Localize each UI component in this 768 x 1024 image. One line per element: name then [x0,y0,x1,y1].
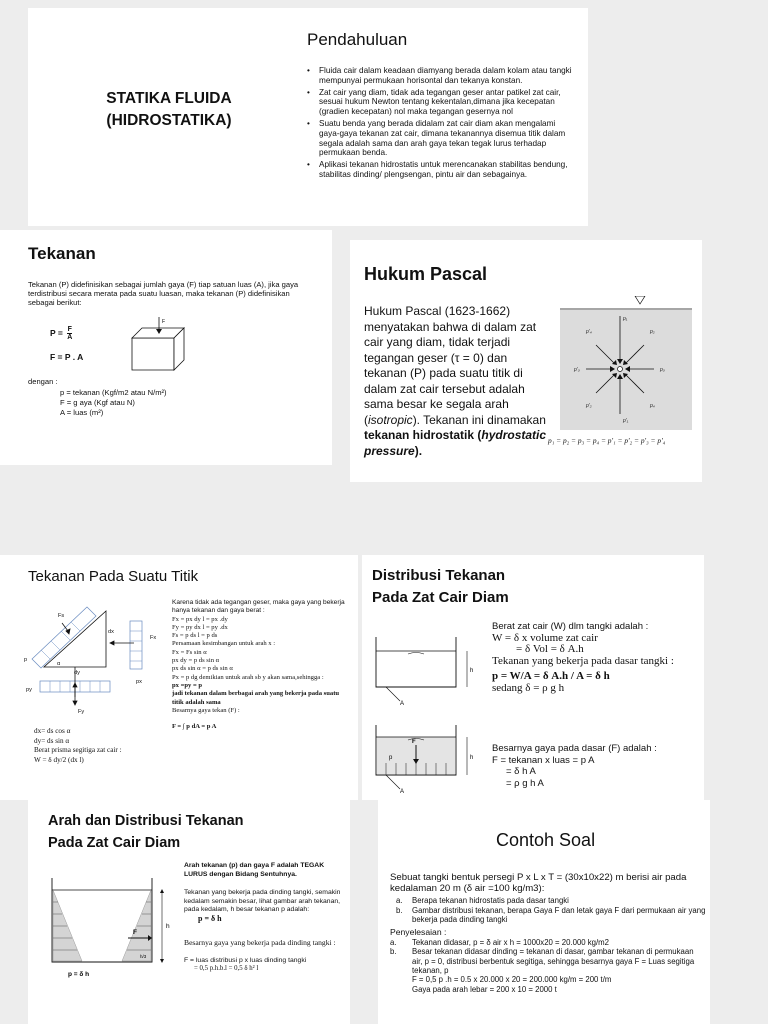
diag-label-a2: A [400,789,405,795]
deriv-line: px ds sin α = p ds sin α [172,665,233,673]
answer-item [390,938,706,947]
left-notes [34,727,174,765]
heading-pendahuluan: Pendahuluan [307,30,408,49]
title-line: Pada Zat Cair Diam [48,835,181,851]
diag-label-h3: h/3 [140,954,147,959]
deriv-line: Px = p dg demikian untuk arah sb y akan sama,sehingga : [172,673,324,681]
diag-label-py: py [26,687,32,693]
diag-label-a: A [400,701,405,707]
diag-label-h: h [166,923,170,930]
answer-text: Tekanan didasar, p = δ air x h = 1000x20 = 20.000 kg/m2 [412,937,610,947]
slide-title-statika [28,88,310,132]
diag-label-alpha: α [57,661,61,667]
sub-mark: b. [396,905,403,915]
title-line: Distribusi Tekanan [372,567,506,584]
eq-p: p = δ h [198,913,222,923]
title-line: (HIDROSTATIKA) [106,112,232,129]
pressure-box-diagram [128,316,194,376]
equation-p [50,326,72,341]
deriv-line: px dy = p ds sin α [172,657,220,665]
dengan-label: dengan : [28,377,58,386]
pascal-equation: p₁ = p₂ = p₃ = p₄ = p'₁ = p'₂ = p'₃ = p'₄ [548,436,666,445]
deriv-line: Karena tidak ada tegangan geser, maka gaya yang bekerja hanya tekanan dan gaya berat : [172,599,345,615]
diag-label-f: F [412,739,416,745]
diag-label-p: p = δ h [68,971,90,978]
diag-label-p: p [389,755,393,761]
text-line: F = tekanan x luas = p A [492,754,595,766]
def-line: p = tekanan (Kgf/m2 atau N/m²) [60,388,167,397]
wall-pressure-diagram [46,872,180,982]
slide-title: Hukum Pascal [364,264,488,284]
diag-label-fy: Fy [78,709,85,715]
diag-label-dx: dx [108,629,114,635]
title-line: Arah dan Distribusi Tekanan [48,813,244,829]
calc-line: F = 0,5 p .h = 0.5 x 20.000 x 20 = 200.000 kg/m = 200 t/m [412,975,612,985]
slide-title: Contoh Soal [496,830,596,850]
para4: = 0,5 p.h.b.l = 0,5 δ h² l [194,965,259,973]
problem-block [390,872,706,994]
pascal-diagram [556,296,696,436]
pascal-body [364,304,549,459]
tank-diagrams [372,635,482,800]
diag-label-p: p [24,657,28,663]
diag-label: p₁ [623,316,628,322]
deriv-line: Fx = px dy l = px .dy [172,615,228,623]
body-text: Hukum Pascal (1623-1662) menyatakan bahwa di dalam zat cair yang diam, tidak terjadi tegangan geser (τ = 0) dan tekanan (P) pada suatu titik di dalam zat cair tersebut adalah sama besar ke segala arah ( [364,304,537,427]
sub-item [390,906,706,925]
bullet-item: • Suatu benda yang berada didalam zat cair diam akan mengalami gaya-gaya tekanan zat cair, dimana tekanannya disemua titik dalam segala adalah sama dan arah gaya tekan tegak lurus terhadap permukaan benda. [307,119,575,158]
text-line: Berat zat cair (W) dlm tangki adalah : [492,621,649,632]
note-line: dx= ds cos α [34,727,71,735]
slide-distribusi-tekanan [362,555,704,800]
calc-line: Gaya pada arah lebar = 200 x 10 = 2000 t [412,984,557,994]
deriv-final-eq: F = ∫ p dA = p A [172,723,217,731]
diag-label: p'₂ [586,403,592,409]
deriv-bold: px =py = p [172,681,203,689]
sub-text: Gambar distribusi tekanan, berapa Gaya F dan letak gaya F dari permukaan air yang bekerja pada dinding tangki [412,905,706,925]
derivation-text [172,599,352,731]
intro-text: Tekanan (P) didefinisikan sebagai jumlah gaya (F) tiap satuan luas (A), jika gaya terdistribusi secara merata pada suatu luasan, maka tekanan (P) didefinisikan sebagai berikut: [28,280,299,308]
diag-label-dy: dy [74,670,80,676]
body-bold-end: ). [414,443,423,458]
def-line: F = g aya (Kgf atau N) [60,397,135,407]
slide-title [372,565,509,609]
diag-label: p'₃ [574,367,580,373]
eq-lhs: P = [50,327,63,338]
text-line: = δ h A [506,766,536,778]
text-line: Besarnya gaya pada dasar (F) adalah : [492,743,657,754]
note-line: Berat prisma segitiga zat cair : [34,746,122,755]
sub-mark: a. [396,896,403,906]
diag-label: p'₁ [623,418,629,424]
penyelesaian: Penyelesaian : [390,926,447,937]
slide-hukum-pascal [350,240,702,482]
para2: Besarnya gaya yang bekerja pada dinding tangki : [184,937,336,947]
body-text: ). Tekanan ini dinamakan [412,412,546,427]
deriv-line: Besarnya gaya tekan (F) : [172,706,240,714]
answer-mark: b. [390,947,397,957]
text-line: = ρ g h A [506,777,544,789]
bullet-list [307,66,575,180]
bullet-item: • Fluida cair dalam keadaan diamyang berada dalam kolam atau tangki mempunyai permukaan horisontal dan tekanya konstan. [307,66,575,86]
note-line: W = δ dy/2 (dx l) [34,755,84,764]
force-label: F [162,319,166,325]
para: Tekanan yang bekerja pada dinding tangki, semakin kedalam semakin besar, lihat gambar arah tekanan, pada kedalam, h besar tekanan p adalah: [184,889,341,914]
answer-mark: a. [390,937,397,947]
deriv-line: Fx = Fs sin α [172,648,207,656]
equation-f: F = P . A [50,352,84,362]
title-line: Pada Zat Cair Diam [372,589,509,606]
diag-label: p₂ [650,329,655,335]
definitions [60,388,167,417]
slide-title: Tekanan [28,244,96,263]
answer-item [390,947,706,975]
para3: F = luas distribusi p x luas dinding tangki [184,956,307,964]
diag-label-fs: Fs [58,613,65,619]
slide-pendahuluan [28,8,588,226]
diag-label-px: px [136,679,142,685]
text-line: Tekanan yang bekerja pada dasar tangki : [492,654,674,667]
problem-text: Sebuat tangki bentuk persegi P x L x T = (30x10x22) m berisi air pada kedalaman 20 m (δ air =100 kg/m3): [390,872,687,895]
answer-text: Besar tekanan didasar dinding = tekanan di dasar, gambar tekanan di permukaan air, p = 0, distribusi berbentuk segitiga, sehingga besarnya gaya F = Luas segitiga tekanan, p [412,947,695,976]
sub-text: Berapa tekanan hidrostatis pada dasar tangki [412,896,569,906]
text-line: W = δ x volume zat cair [492,631,598,644]
bold-intro: Arah tekanan (p) dan gaya F adalah TEGAK LURUS dengan Bidang Sentuhnya. [184,862,325,878]
deriv-line: Persamaan kesimbangan untuk arah x : [172,640,276,648]
weight-text [492,621,702,695]
text-line: = δ Vol = δ A.h [516,643,584,656]
note-line: dy= ds sin α [34,736,70,745]
body-italic: isotropic [368,412,413,427]
equation-p: p = W/A = δ A.h / A = δ h [492,670,610,683]
slide-arah-distribusi [28,800,350,1024]
diag-label-f: F [133,929,137,936]
deriv-line: Fy = py dx l = py .dx [172,623,228,631]
slide-tekanan [0,230,332,465]
diag-label-fx: Fx [150,635,157,641]
diag-label: p'₄ [586,329,592,335]
diag-label: p₄ [650,403,655,409]
deriv-line: Fs = p ds l = p ds [172,632,218,640]
triangle-prism-diagram [22,601,172,717]
text-line: sedang δ = ρ g h [492,681,565,694]
def-line: A = luas (m²) [60,407,104,417]
diag-label: p₃ [660,367,665,373]
bullet-item: • Aplikasi tekanan hidrostatis untuk merencanakan stabilitas bendung, stabilitas dinding/ plengsengan, pintu air dan sebagainya. [307,160,575,180]
slide-tekanan-titik [0,555,358,800]
bullet-item: • Zat cair yang diam, tidak ada tegangan geser antar patikel zat cair, sesuai hukum Newton tentang kekentalan,dimana jika kecepatan (gradien kecepatan) nol maka tegangan gesernya nol [307,88,575,117]
slide-title [48,810,244,854]
force-text [492,743,702,789]
direction-text [184,862,348,974]
title-line: STATIKA FLUIDA [106,90,232,107]
deriv-bold: jadi tekanan dalam berbagai arah yang bekerja pada suatu titik adalah sama [172,690,340,706]
body-bold-italic: hydrostatic pressure [364,428,547,458]
diag-label-h2: h [470,755,474,761]
slide-contoh-soal [378,800,710,1024]
body-bold: tekanan hidrostatik ( [364,428,482,442]
slide-title: Tekanan Pada Suatu Titik [28,568,199,585]
eq-num: F [67,326,72,333]
eq-den: A [67,334,73,341]
sub-item [390,896,706,905]
diag-label-h: h [470,668,474,674]
